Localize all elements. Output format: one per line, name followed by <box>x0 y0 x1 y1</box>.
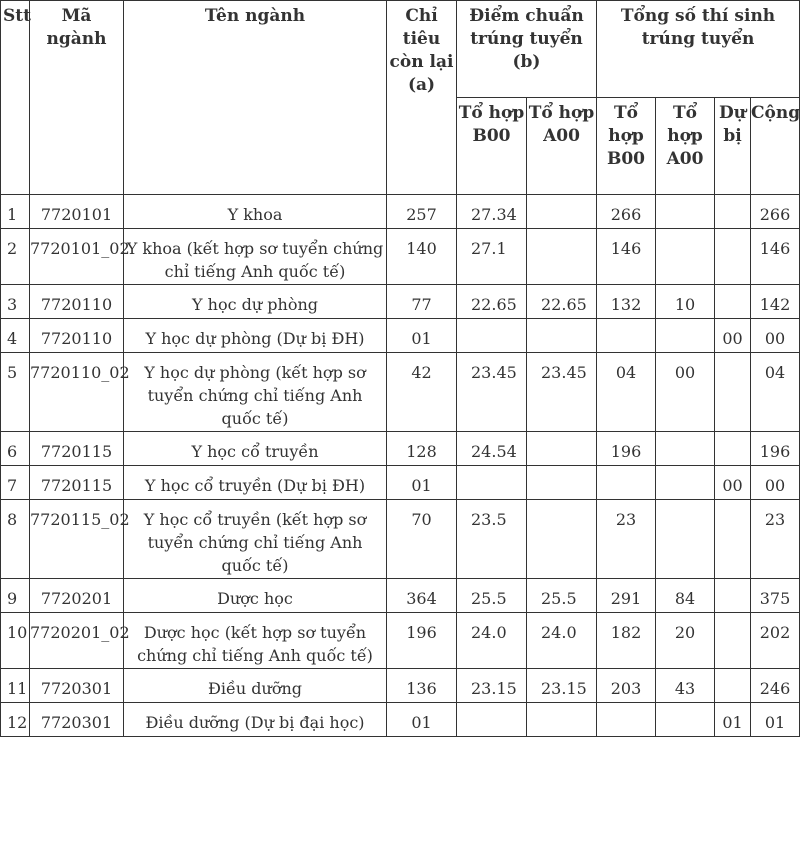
cell-chi-tieu: 136 <box>387 669 457 703</box>
cell-ts-b00: 146 <box>597 229 656 285</box>
cell-stt: 3 <box>1 285 30 319</box>
cell-ts-a00 <box>656 500 715 579</box>
cell-diem-a00: 25.5 <box>527 579 597 613</box>
header-stt: Stt <box>1 1 30 195</box>
cell-du-bi <box>715 579 751 613</box>
cell-diem-b00: 22.65 <box>457 285 527 319</box>
cell-diem-b00: 25.5 <box>457 579 527 613</box>
cell-ts-a00 <box>656 229 715 285</box>
header-diem-a00: Tổ hợp A00 <box>527 98 597 195</box>
table-row <box>1 229 800 285</box>
cell-diem-a00 <box>527 229 597 285</box>
cell-ten-nganh: Y học cổ truyền <box>124 432 387 466</box>
cell-cong: 246 <box>751 669 800 703</box>
cell-du-bi <box>715 432 751 466</box>
cell-diem-b00 <box>457 703 527 737</box>
cell-ts-a00 <box>656 466 715 500</box>
cell-ten-nganh: Điều dưỡng <box>124 669 387 703</box>
cell-diem-a00 <box>527 319 597 353</box>
cell-ten-nganh: Y học dự phòng <box>124 285 387 319</box>
cell-ts-b00: 291 <box>597 579 656 613</box>
header-cong: Cộng <box>751 98 800 195</box>
cell-cong: 196 <box>751 432 800 466</box>
cell-ma-nganh: 7720101 <box>30 195 124 229</box>
cell-diem-a00 <box>527 466 597 500</box>
cell-ts-a00: 00 <box>656 353 715 432</box>
cell-diem-b00 <box>457 319 527 353</box>
cell-cong: 01 <box>751 703 800 737</box>
cell-diem-b00: 27.1 <box>457 229 527 285</box>
header-ts-b00: Tổ hợp B00 <box>597 98 656 195</box>
cell-ma-nganh: 7720115 <box>30 432 124 466</box>
cell-stt: 2 <box>1 229 30 285</box>
cell-diem-b00: 23.45 <box>457 353 527 432</box>
header-ts-a00: Tổ hợp A00 <box>656 98 715 195</box>
cell-chi-tieu: 42 <box>387 353 457 432</box>
cell-stt: 8 <box>1 500 30 579</box>
cell-du-bi <box>715 195 751 229</box>
cell-du-bi <box>715 229 751 285</box>
cell-chi-tieu: 140 <box>387 229 457 285</box>
cell-ma-nganh: 7720201 <box>30 579 124 613</box>
table-row <box>1 432 800 466</box>
cell-ma-nganh: 7720110_02 <box>30 353 124 432</box>
cell-chi-tieu: 01 <box>387 319 457 353</box>
table-row <box>1 195 800 229</box>
table-row <box>1 353 800 432</box>
cell-ts-b00: 203 <box>597 669 656 703</box>
cell-diem-b00 <box>457 466 527 500</box>
table-row <box>1 669 800 703</box>
table-row <box>1 466 800 500</box>
cell-cong: 142 <box>751 285 800 319</box>
cell-stt: 5 <box>1 353 30 432</box>
cell-du-bi <box>715 500 751 579</box>
cell-ts-b00 <box>597 703 656 737</box>
header-chi-tieu: Chỉ tiêu còn lại (a) <box>387 1 457 195</box>
cell-chi-tieu: 128 <box>387 432 457 466</box>
cell-ts-a00 <box>656 319 715 353</box>
cell-du-bi <box>715 613 751 669</box>
cell-stt: 10 <box>1 613 30 669</box>
cell-diem-a00: 23.45 <box>527 353 597 432</box>
cell-chi-tieu: 77 <box>387 285 457 319</box>
cell-du-bi: 00 <box>715 319 751 353</box>
cell-diem-b00: 24.54 <box>457 432 527 466</box>
header-diem-chuan: Điểm chuẩn trúng tuyển (b) <box>457 1 597 98</box>
cell-ts-a00 <box>656 195 715 229</box>
header-tong-so: Tổng số thí sinh trúng tuyển <box>597 1 800 98</box>
cell-ma-nganh: 7720110 <box>30 285 124 319</box>
cell-ten-nganh: Y khoa <box>124 195 387 229</box>
cell-diem-a00 <box>527 195 597 229</box>
cell-ma-nganh: 7720115 <box>30 466 124 500</box>
cell-cong: 00 <box>751 319 800 353</box>
cell-ts-a00: 43 <box>656 669 715 703</box>
cell-cong: 23 <box>751 500 800 579</box>
table-row <box>1 500 800 579</box>
cell-du-bi <box>715 669 751 703</box>
cell-du-bi <box>715 285 751 319</box>
cell-chi-tieu: 01 <box>387 466 457 500</box>
cell-diem-a00 <box>527 432 597 466</box>
cell-ts-a00: 20 <box>656 613 715 669</box>
header-ten-nganh: Tên ngành <box>124 1 387 195</box>
cell-diem-a00 <box>527 500 597 579</box>
cell-ten-nganh: Dược học <box>124 579 387 613</box>
cell-diem-a00: 24.0 <box>527 613 597 669</box>
header-ma-nganh: Mã ngành <box>30 1 124 195</box>
cell-ts-a00: 84 <box>656 579 715 613</box>
cell-stt: 7 <box>1 466 30 500</box>
cell-diem-b00: 23.5 <box>457 500 527 579</box>
cell-du-bi: 01 <box>715 703 751 737</box>
cell-ts-a00 <box>656 703 715 737</box>
cell-diem-b00: 24.0 <box>457 613 527 669</box>
cell-cong: 202 <box>751 613 800 669</box>
cell-ts-b00 <box>597 466 656 500</box>
cell-diem-a00: 23.15 <box>527 669 597 703</box>
cell-ts-b00: 182 <box>597 613 656 669</box>
cell-du-bi <box>715 353 751 432</box>
cell-ten-nganh: Y học cổ truyền (Dự bị ĐH) <box>124 466 387 500</box>
cell-ma-nganh: 7720101_02 <box>30 229 124 285</box>
cell-chi-tieu: 70 <box>387 500 457 579</box>
cell-cong: 375 <box>751 579 800 613</box>
cell-ts-b00: 196 <box>597 432 656 466</box>
cell-stt: 9 <box>1 579 30 613</box>
cell-ten-nganh: Y học dự phòng (Dự bị ĐH) <box>124 319 387 353</box>
cell-ma-nganh: 7720201_02 <box>30 613 124 669</box>
cell-ma-nganh: 7720115_02 <box>30 500 124 579</box>
cell-chi-tieu: 257 <box>387 195 457 229</box>
cell-diem-a00: 22.65 <box>527 285 597 319</box>
cell-ten-nganh: Dược học (kết hợp sơ tuyển chứng chỉ tiếng Anh quốc tế) <box>124 613 387 669</box>
cell-ten-nganh: Y học cổ truyền (kết hợp sơ tuyển chứng chỉ tiếng Anh quốc tế) <box>124 500 387 579</box>
cell-stt: 12 <box>1 703 30 737</box>
cell-cong: 266 <box>751 195 800 229</box>
cell-ma-nganh: 7720110 <box>30 319 124 353</box>
table-row <box>1 703 800 737</box>
cell-ten-nganh: Y khoa (kết hợp sơ tuyển chứng chỉ tiếng Anh quốc tế) <box>124 229 387 285</box>
cell-stt: 4 <box>1 319 30 353</box>
table-row <box>1 613 800 669</box>
cell-chi-tieu: 364 <box>387 579 457 613</box>
cell-ts-b00: 266 <box>597 195 656 229</box>
cell-diem-b00: 23.15 <box>457 669 527 703</box>
cell-cong: 146 <box>751 229 800 285</box>
cell-chi-tieu: 01 <box>387 703 457 737</box>
cell-cong: 04 <box>751 353 800 432</box>
cell-ts-b00: 132 <box>597 285 656 319</box>
header-du-bi: Dự bị <box>715 98 751 195</box>
cell-cong: 00 <box>751 466 800 500</box>
cell-du-bi: 00 <box>715 466 751 500</box>
cell-stt: 11 <box>1 669 30 703</box>
cell-ts-b00: 23 <box>597 500 656 579</box>
cell-diem-a00 <box>527 703 597 737</box>
cell-stt: 6 <box>1 432 30 466</box>
cell-ts-a00: 10 <box>656 285 715 319</box>
cell-ma-nganh: 7720301 <box>30 669 124 703</box>
table-row <box>1 579 800 613</box>
cell-ten-nganh: Điều dưỡng (Dự bị đại học) <box>124 703 387 737</box>
cell-stt: 1 <box>1 195 30 229</box>
cell-ten-nganh: Y học dự phòng (kết hợp sơ tuyển chứng chỉ tiếng Anh quốc tế) <box>124 353 387 432</box>
cell-ts-b00: 04 <box>597 353 656 432</box>
cell-ts-b00 <box>597 319 656 353</box>
cell-ts-a00 <box>656 432 715 466</box>
cell-ma-nganh: 7720301 <box>30 703 124 737</box>
cell-diem-b00: 27.34 <box>457 195 527 229</box>
table-row <box>1 319 800 353</box>
header-diem-b00: Tổ hợp B00 <box>457 98 527 195</box>
cell-chi-tieu: 196 <box>387 613 457 669</box>
table-row <box>1 285 800 319</box>
